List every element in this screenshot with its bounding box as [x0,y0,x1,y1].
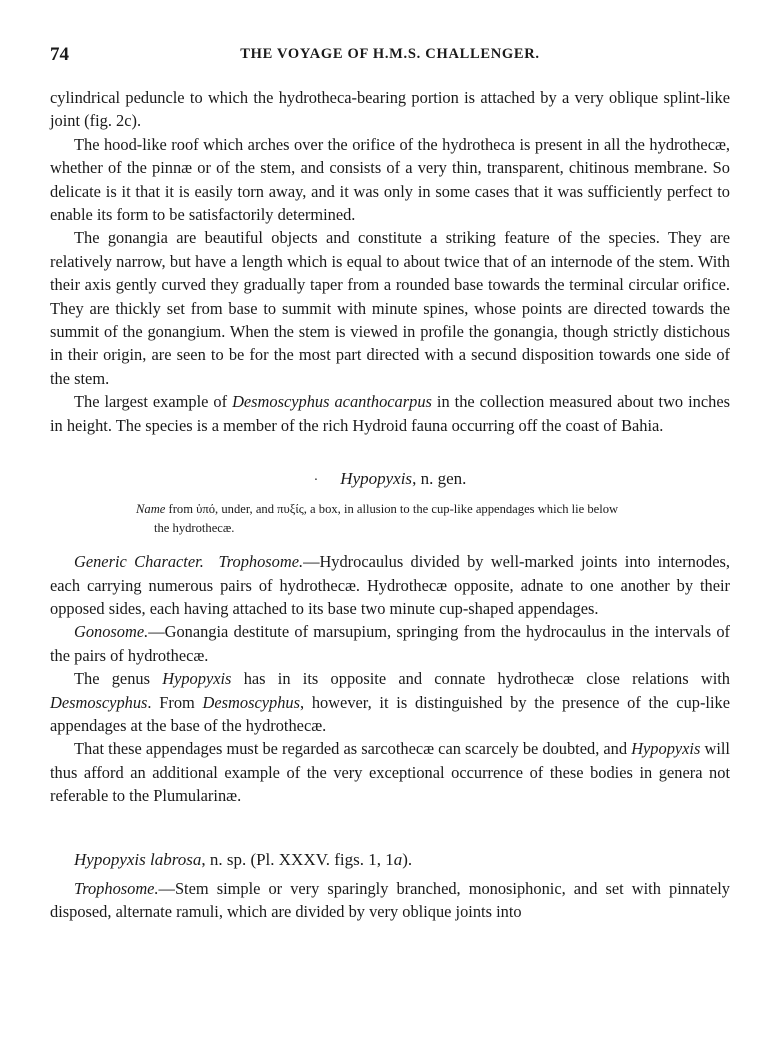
trophosome-text: —Hydrocaulus divided by well-marked joints into internodes, each carrying numerous pairs of hydrothecæ. Hydrothecæ opposite, adnate to one another by their opposed sides, each having attached to its base two minute cup-shaped appendages. [50,552,730,618]
paragraph-largest-example [50,390,730,437]
species-name-italic: Desmoscyphus acanthocarpus [232,392,432,412]
etymology-note [136,500,704,538]
largest-example-rest: in the collection measured about two inches in height. The species is a member of the rich Hydroid fauna occurring off the coast of Bahia. [50,392,730,435]
largest-example-lead: The largest example of [74,392,233,412]
trophosome-label: Trophosome. [218,552,304,572]
sarcothecae-lead: That these appendages must be regarded as sarcothecæ can scarcely be doubted, and [74,739,632,759]
paragraph-gonangia-text: The gonangia are beautiful objects and constitute a striking feature of the species. They are relatively narrow, but have a length which is equal to about twice that of an internode of the stem. With their axis gently curved they gradually taper from a rounded base towards the terminal circular orifice. They are thickly set from base to summit with minute spines, whose points are directed towards the summit of the gonangium. When the stem is viewed in profile the gonangia, though strictly distichous in their origin, are seen to be for the most part directed with a secund disposition towards one side of the stem. [50,228,730,388]
generic-character-label: Generic Character. [74,552,204,572]
species-trophosome-label: Trophosome. [74,878,159,898]
gonosome-label: Gonosome. [74,622,149,642]
paragraph-relations [50,667,730,737]
relations-end: , however, it is distinguished by the presence of the cup-like appendages at the base of the hydrothecæ. [50,692,731,735]
genus-heading [50,467,730,492]
relations-mid: has in its opposite and connate hydrothecæ close relations with [231,669,730,689]
relations-desmoscyphus-1: Desmoscyphus [50,692,148,712]
running-title: THE VOYAGE OF H.M.S. CHALLENGER. [240,46,540,62]
paragraph-sarcothecae [50,737,730,807]
relations-desmoscyphus-2: Desmoscyphus [202,692,300,712]
paragraph-gonangia [50,226,730,390]
paragraph-hood-roof-text: The hood-like roof which arches over the orifice of the hydrotheca is present in all the hydrothecæ, whether of the pinnæ or of the stem, and consists of a very thin, transparent, chitinous membrane. So delicate is it that it is easily torn away, and it was only in some cases that it was sufficiently perfect to enable its form to be satisfactorily determined. [50,134,730,225]
paragraph-species-trophosome [50,877,730,924]
sarcothecae-end: will thus afford an additional example of the very exceptional occurrence of these bodies in genera not referable to the Plumularinæ. [50,739,730,806]
paragraph-hood-roof [50,133,730,227]
sarcothecae-genus: Hypopyxis [631,739,701,759]
species-heading [50,848,730,871]
page-number: 74 [50,44,69,65]
running-head [50,44,730,66]
etymology-text-continued: the hydrothecæ. [154,521,235,536]
species-trophosome-text: —Stem simple or very sparingly branched, monosiphonic, and set with pinnately disposed, alternate ramuli, which are divided by very oblique joints into [50,878,730,921]
paragraph-peduncle [50,86,730,133]
species-fig-letter: a [393,849,403,869]
relations-mid-2: . From [147,692,203,712]
genus-name: Hypopyxis [340,469,413,489]
gonosome-text: —Gonangia destitute of marsupium, springing from the hydrocaulus in the intervals of the pairs of hydrothecæ. [50,622,730,665]
etymology-text: from ὑπό, under, and πυξίς, a box, in allusion to the cup-like appendages which lie below [165,502,619,517]
paragraph-peduncle-text: cylindrical peduncle to which the hydrotheca-bearing portion is attached by a very oblique splint-like joint (fig. 2c). [50,88,730,131]
generic-diagnosis [50,550,730,807]
species-name: Hypopyxis labrosa [74,849,202,869]
stray-dot: · [313,473,319,489]
species-close: ). [402,849,413,869]
species-suffix: , n. sp. (Pl. XXXV. figs. 1, 1 [201,849,394,869]
page-body [50,86,730,923]
paragraph-gonosome [50,620,730,667]
relations-genus: Hypopyxis [162,669,232,689]
genus-suffix: , n. gen. [412,469,467,489]
paragraph-trophosome [50,550,730,620]
relations-lead: The genus [74,669,163,689]
etymology-label: Name [136,502,166,517]
